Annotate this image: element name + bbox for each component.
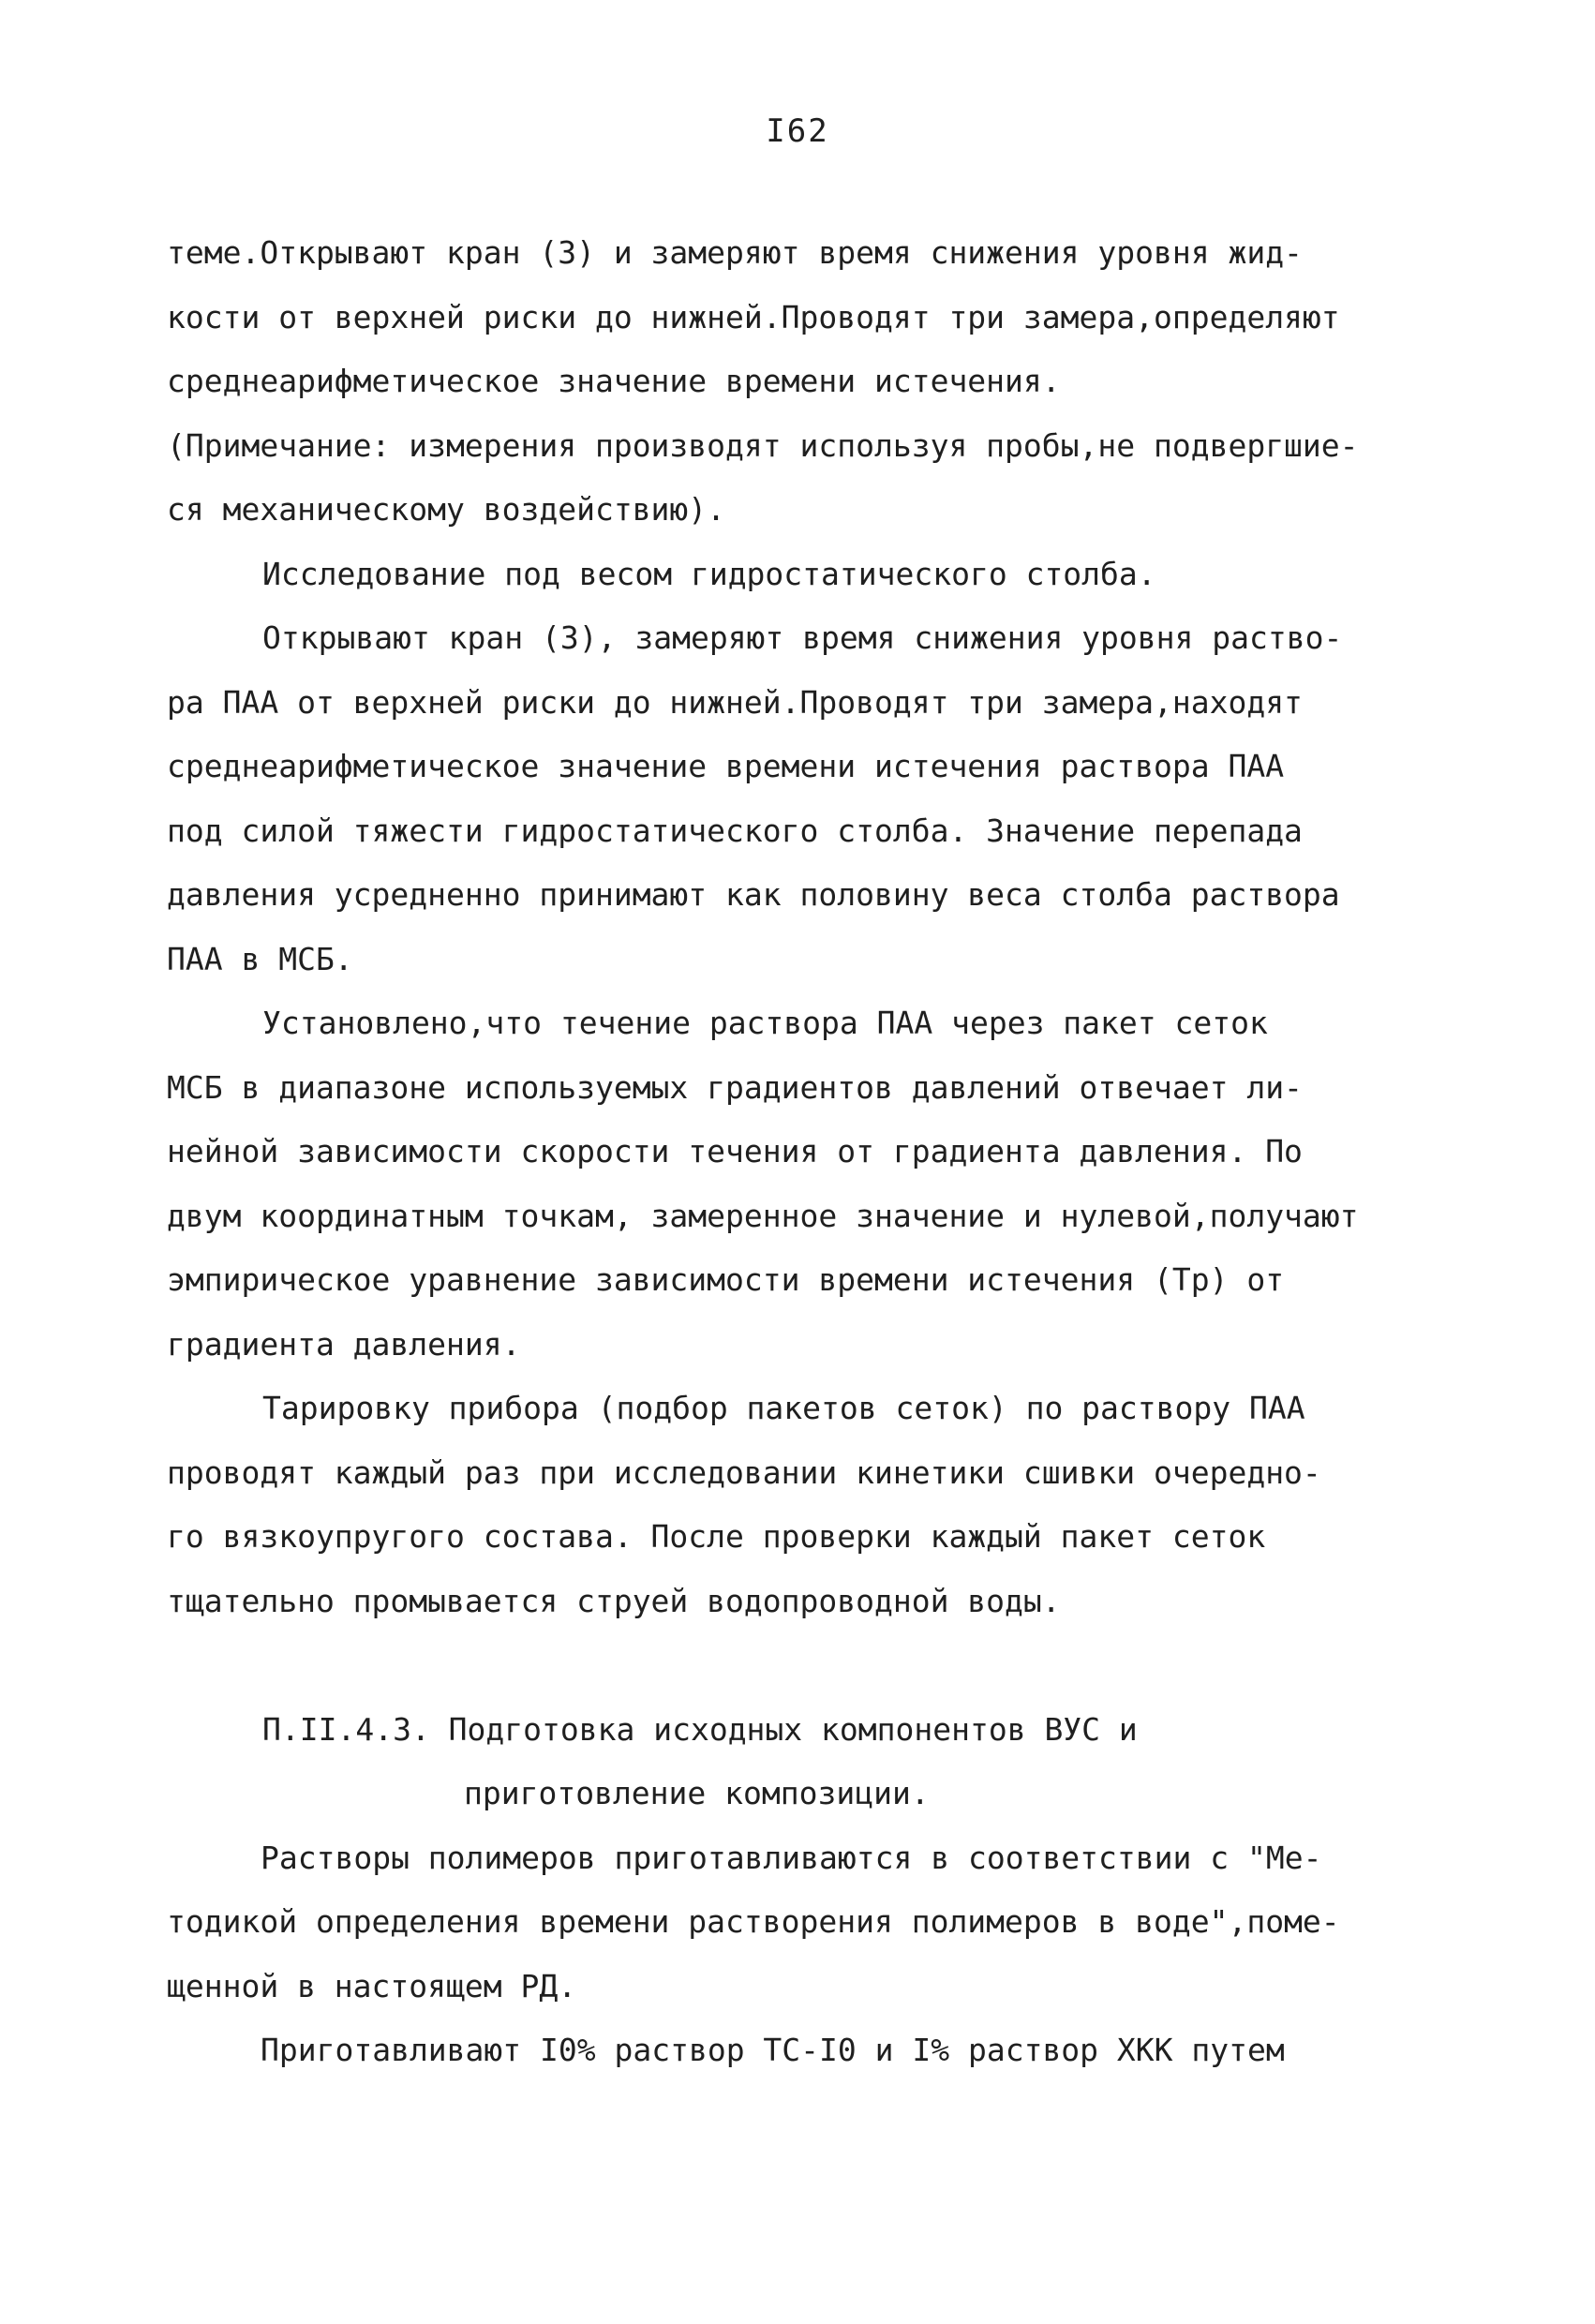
text-line: Исследование под весом гидростатического столба.	[262, 555, 1156, 592]
paragraph-gap	[167, 1633, 1469, 1698]
text-line: Тарировку прибора (подбор пакетов сеток) по раствору ПАА	[262, 1390, 1305, 1426]
body-text	[167, 221, 1469, 2083]
text-line: градиента давления.	[167, 1325, 521, 1363]
section-heading: П.II.4.3. Подготовка исходных компонентов ВУС и	[262, 1710, 1138, 1748]
page-number: I62	[766, 112, 829, 150]
text-line: ра ПАА от верхней риски до нижней.Проводят три замера,находят	[167, 683, 1303, 721]
text-line: МСБ в диапазоне используемых градиентов давлений отвечает ли-	[167, 1068, 1303, 1106]
text-line: ПАА в МСБ.	[167, 940, 353, 977]
text-line: Открывают кран (3), замеряют время снижения уровня раство-	[262, 619, 1343, 656]
text-line: теме.Открывают кран (3) и замеряют время снижения уровня жид-	[167, 234, 1303, 271]
text-line: Установлено,что течение раствора ПАА через пакет сеток	[262, 1005, 1268, 1041]
text-line: нейной зависимости скорости течения от градиента давления. По	[167, 1133, 1303, 1169]
text-line: тодикой определения времени растворения полимеров в воде",поме-	[167, 1903, 1340, 1940]
text-line: Растворы полимеров приготавливаются в соответствии с "Ме-	[261, 1839, 1322, 1876]
text-line: давления усредненно принимают как половину веса столба раствора	[167, 876, 1340, 913]
text-line: Приготавливают I0% раствор ТС-I0 и I% раствор ХКК путем	[261, 2032, 1285, 2068]
text-line: го вязкоупругого состава. После проверки каждый пакет сеток	[167, 1518, 1266, 1555]
text-line: проводят каждый раз при исследовании кинетики сшивки очередно-	[167, 1453, 1321, 1491]
text-line: среднеарифметическое значение времени истечения.	[167, 363, 1061, 399]
text-line: ся механическому воздействию).	[167, 491, 726, 528]
text-line: кости от верхней риски до нижней.Проводят три замера,определяют	[167, 298, 1340, 335]
text-line: эмпирическое уравнение зависимости времени истечения (Тр) от	[167, 1261, 1285, 1298]
text-line: тщательно промывается струей водопроводной воды.	[167, 1582, 1061, 1619]
text-line: среднеарифметическое значение времени истечения раствора ПАА	[167, 748, 1285, 784]
text-line: под силой тяжести гидростатического столба. Значение перепада	[167, 812, 1303, 849]
text-line: двум координатным точкам, замеренное значение и нулевой,получают	[167, 1197, 1359, 1234]
section-heading-continuation: приготовление композиции.	[464, 1775, 930, 1811]
text-line: щенной в настоящем РД.	[167, 1967, 577, 2004]
text-line: (Примечание: измерения производят используя пробы,не подвергшие-	[167, 426, 1359, 464]
